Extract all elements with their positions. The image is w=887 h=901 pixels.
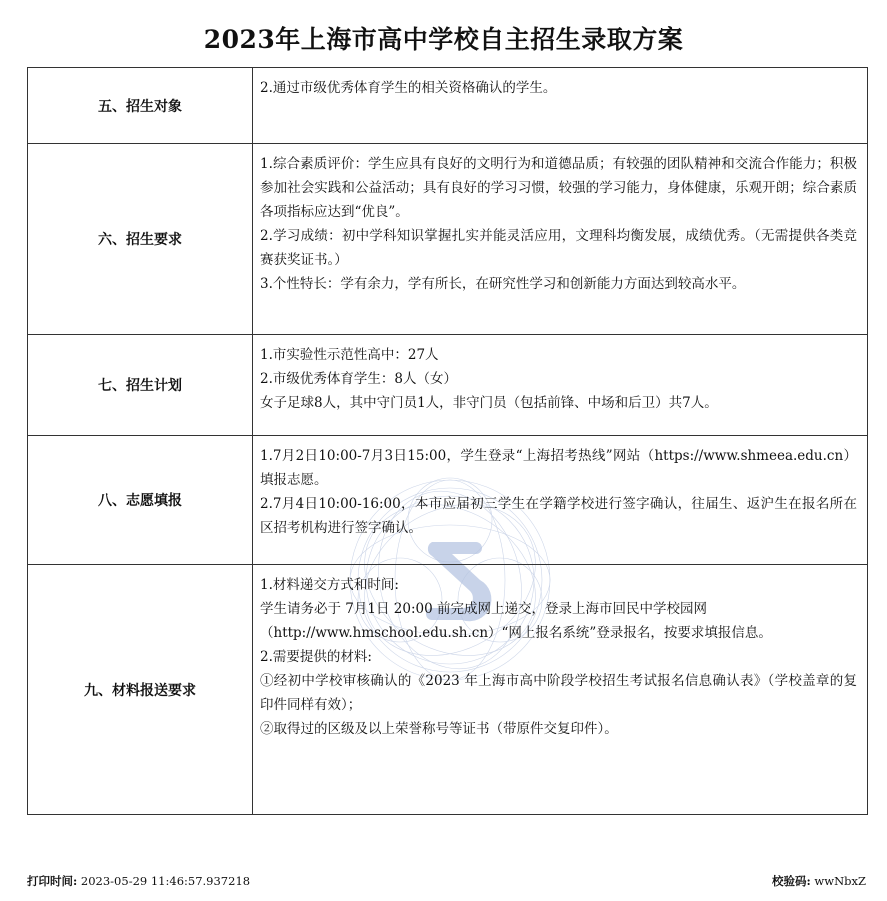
content-line: 女子足球8人，其中守门员1人，非守门员（包括前锋、中场和后卫）共7人。 [260,395,718,411]
verification-code-value: wwNbxZ [814,874,866,888]
content-line: 1.市实验性示范性高中：27人 [260,347,439,363]
content-line: ①经初中学校审核确认的《2023 年上海市高中阶段学校招生考试报名信息确认表》（学校盖章的复印件同样有效）； [260,673,857,713]
content-line: 2.学习成绩：初中学科知识掌握扎实并能灵活应用，文理科均衡发展，成绩优秀。（无需提供各类竞赛获奖证书。） [260,228,857,268]
row-label: 五、招生对象 [28,68,253,144]
content-line: 学生请务必于 7月1日 20:00 前完成网上递交，登录上海市回民中学校园网 [260,601,707,617]
content-line: 1.7月2日10:00-7月3日15:00，学生登录“上海招考热线”网站（https://www.shmeea.edu.cn）填报志愿。 [260,448,857,488]
table-row [28,436,868,565]
table-row [28,335,868,436]
print-time-value: 2023-05-29 11:46:57.937218 [80,874,251,888]
content-line: 1.综合素质评价：学生应具有良好的文明行为和道德品质；有较强的团队精神和交流合作能力；积极参加社会实践和公益活动；具有良好的学习习惯，较强的学习能力，身体健康，乐观开朗；综合素质各项指标应达到“优良”。 [260,156,857,220]
page-title: 2023年上海市高中学校自主招生录取方案 [203,25,684,54]
row-content [253,144,868,335]
print-time-label: 打印时间: [27,874,78,888]
table-row [28,144,868,335]
content-line: （http://www.hmschool.edu.sh.cn）“网上报名系统”登录报名，按要求填报信息。 [260,625,772,641]
admission-plan-table [27,67,868,815]
row-content [253,335,868,436]
content-line: 2.通过市级优秀体育学生的相关资格确认的学生。 [260,80,557,96]
row-content [253,565,868,815]
content-line: 2.7月4日10:00-16:00，本市应届初三学生在学籍学校进行签字确认，往届生、返沪生在报名所在区招考机构进行签字确认。 [260,496,857,536]
row-content [253,436,868,565]
table-row [28,565,868,815]
content-line: 1.材料递交方式和时间: [260,577,399,593]
content-line: 2.需要提供的材料: [260,649,372,665]
print-time [27,873,250,889]
row-label: 八、志愿填报 [28,436,253,565]
row-content [253,68,868,144]
content-line: ②取得过的区级及以上荣誉称号等证书（带原件交复印件）。 [260,721,618,737]
table-row [28,68,868,144]
content-line: 3.个性特长：学有余力，学有所长，在研究性学习和创新能力方面达到较高水平。 [260,276,746,292]
verification-code-label: 校验码: [772,874,811,888]
row-label: 六、招生要求 [28,144,253,335]
verification-code [772,873,866,889]
row-label: 九、材料报送要求 [28,565,253,815]
row-label: 七、招生计划 [28,335,253,436]
content-line: 2.市级优秀体育学生：8人（女） [260,371,457,387]
